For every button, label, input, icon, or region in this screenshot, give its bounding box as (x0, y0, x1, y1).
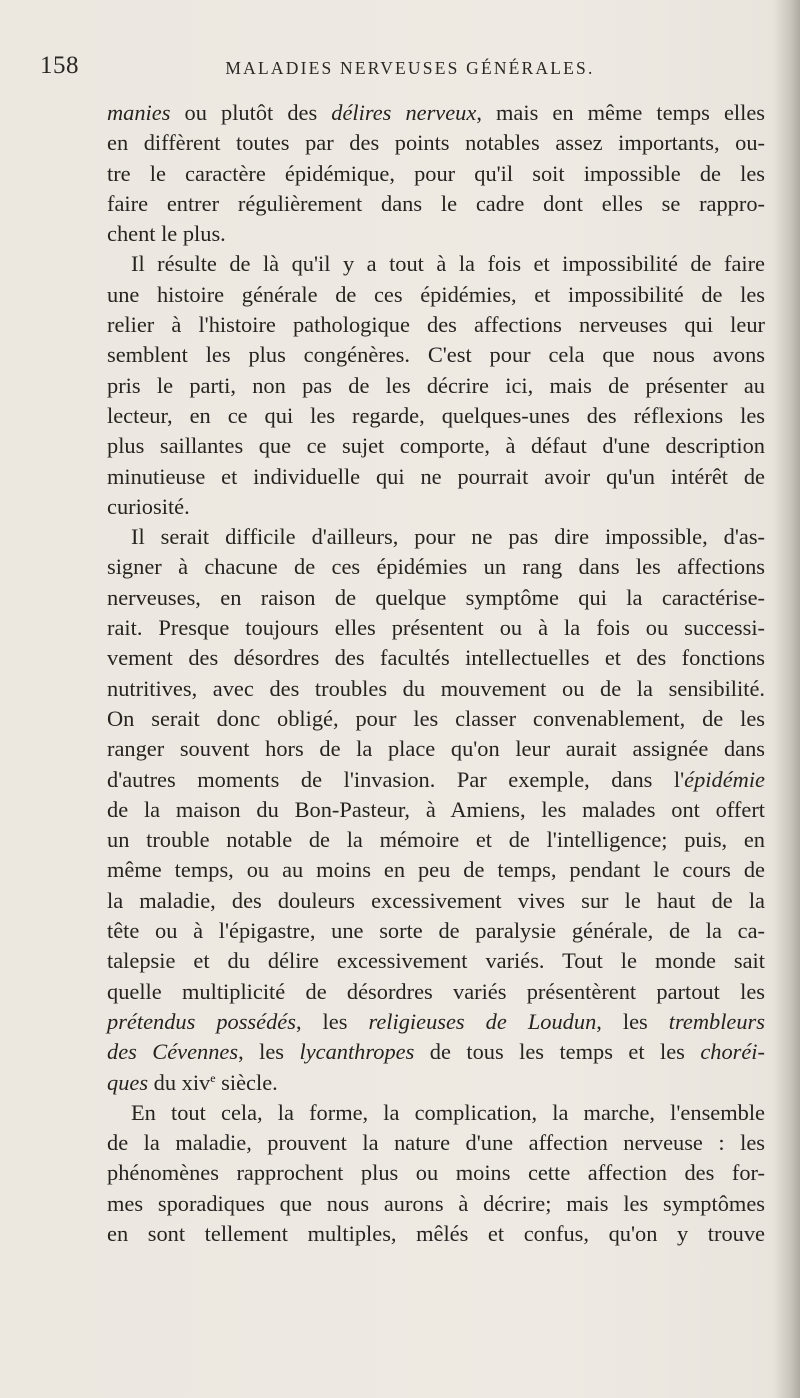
text-line: de la maladie, prouvent la nature d'une affection nerveuse : les (107, 1130, 765, 1156)
text-line: talepsie et du délire excessivement variés. Tout le monde sait (107, 948, 765, 974)
text-line: lecteur, en ce qui les regarde, quelques-unes des réflexions les (107, 402, 765, 428)
text-line: manies ou plutôt des délires nerveux, mais en même temps elles (107, 100, 765, 125)
body-text (107, 98, 765, 1249)
page-number: 158 (40, 52, 79, 79)
text-line: prétendus possédés, les religieuses de Loudun, les trembleurs (107, 1008, 765, 1034)
text-line: minutieuse et individuelle qui ne pourrait avoir qu'un intérêt de (107, 463, 765, 489)
text-line: signer à chacune de ces épidémies un rang dans les affections (107, 554, 765, 580)
text-line: un trouble notable de la mémoire et de l'intelligence; puis, en (107, 827, 765, 853)
page-edge-shadow (774, 0, 800, 1398)
text-line: Il résulte de là qu'il y a tout à la fois et impossibilité de faire (131, 251, 765, 277)
text-line: relier à l'histoire pathologique des affections nerveuses qui leur (107, 312, 765, 338)
text-line: curiosité. (107, 493, 190, 519)
text-line: une histoire générale de ces épidémies, et impossibilité de les (107, 281, 765, 307)
text-line: On serait donc obligé, pour les classer convenablement, de les (107, 705, 765, 731)
text-line: d'autres moments de l'invasion. Par exemple, dans l'épidémie (107, 766, 765, 792)
text-line: en sont tellement multiples, mêlés et confus, qu'on y trouve (107, 1220, 765, 1246)
text-line: Il serait difficile d'ailleurs, pour ne pas dire impossible, d'as- (131, 524, 765, 550)
text-line: nutritives, avec des troubles du mouvement ou de la sensibilité. (107, 675, 765, 701)
text-line: faire entrer régulièrement dans le cadre dont elles se rappro- (107, 190, 765, 216)
text-line: pris le parti, non pas de les décrire ici, mais de présenter au (107, 372, 765, 398)
text-line: tre le caractère épidémique, pour qu'il soit impossible de les (107, 160, 765, 186)
text-line: tête ou à l'épigastre, une sorte de paralysie générale, de la ca- (107, 918, 765, 944)
text-line: vement des désordres des facultés intellectuelles et des fonctions (107, 645, 765, 671)
text-line: la maladie, des douleurs excessivement vives sur le haut de la (107, 887, 765, 913)
text-line: chent le plus. (107, 221, 226, 247)
text-line: même temps, ou au moins en peu de temps, pendant le cours de (107, 857, 765, 883)
running-head: MALADIES NERVEUSES GÉNÉRALES. (225, 58, 595, 78)
text-line: semblent les plus congénères. C'est pour cela que nous avons (107, 342, 765, 368)
text-line: nerveuses, en raison de quelque symptôme qui la caractérise- (107, 584, 765, 610)
text-line: plus saillantes que ce sujet comporte, à défaut d'une description (107, 433, 765, 459)
text-line: rait. Presque toujours elles présentent ou à la fois ou successi- (107, 615, 765, 641)
text-line: ques du xiv$^e$ siècle. (107, 1069, 278, 1095)
text-line: de la maison du Bon-Pasteur, à Amiens, les malades ont offert (107, 796, 765, 822)
text-line: En tout cela, la forme, la complication, la marche, l'ensemble (131, 1099, 765, 1125)
text-line: en diffèrent toutes par des points notables assez importants, ou- (107, 130, 765, 156)
text-line: phénomènes rapprochent plus ou moins cette affection des for- (107, 1160, 765, 1186)
text-line: quelle multiplicité de désordres variés présentèrent partout les (107, 978, 765, 1004)
text-line: ranger souvent hors de la place qu'on leur aurait assignée dans (107, 736, 765, 762)
text-line: mes sporadiques que nous aurons à décrire; mais les symptômes (107, 1190, 765, 1216)
text-line: des Cévennes, les lycanthropes de tous les temps et les choréi- (107, 1039, 765, 1065)
page-header (40, 52, 780, 82)
